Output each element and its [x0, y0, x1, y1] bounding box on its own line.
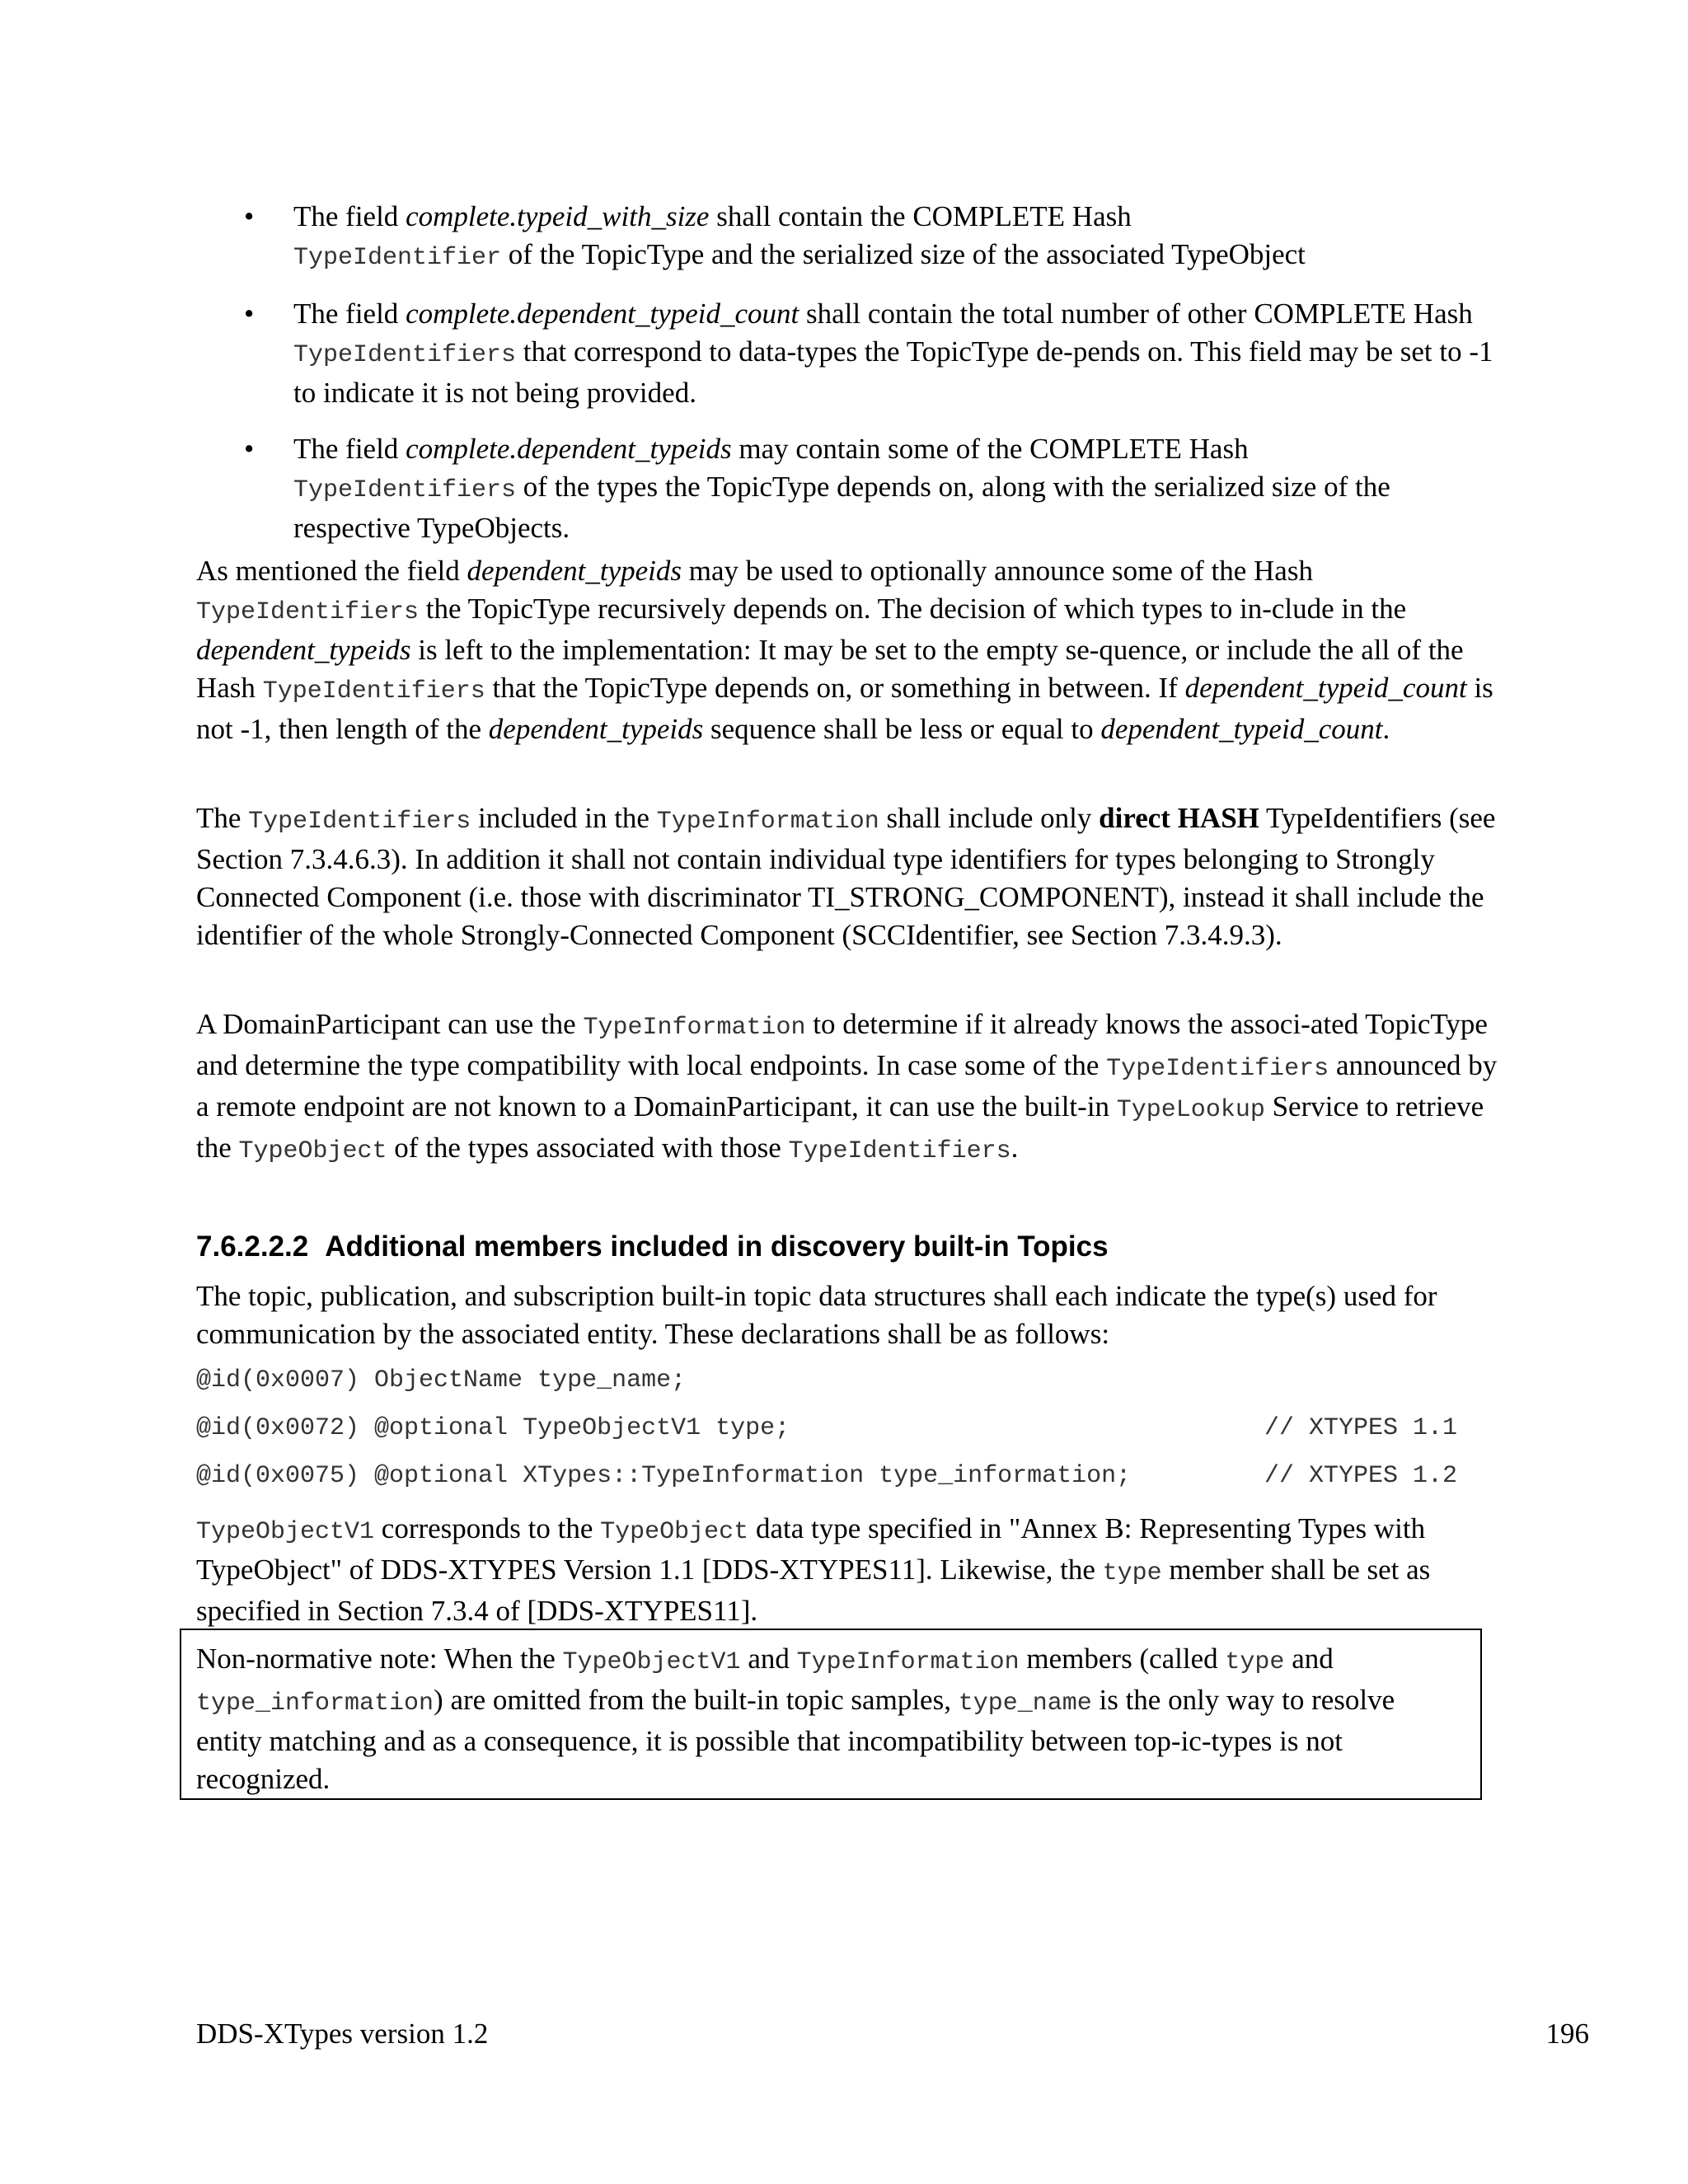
code-term: TypeInformation [656, 808, 879, 836]
page-footer [196, 2015, 1589, 2053]
text-span: The field [293, 298, 406, 330]
field-name: dependent_typeid_count [1184, 672, 1467, 704]
paragraph-dependent-typeids: As mentioned the field dependent_typeids may be used to optionally announce some of the Hash TypeIdentifiers the TopicType recursively depends on. The decision of which types to in-clude in the dependent_typeids is left to the implementation: It may be set to the empty se-quence, or include the all of the Hash TypeIdentifiers that the TopicType depends on, or something in between. If dependent_typeid_count is not -1, then length of the dependent_typeids sequence shall be less or equal to dependent_typeid_count. [196, 555, 1493, 745]
text-span: of the TopicType and the serialized size of the associated TypeObject [501, 238, 1306, 270]
code-term: TypeInformation [796, 1648, 1020, 1676]
text-span: of the types the TopicType depends on, along with the serialized size of the respective TypeObjects. [293, 471, 1390, 544]
code-term: TypeIdentifiers [196, 598, 420, 626]
bullet-icon: • [244, 433, 255, 465]
list-item [244, 295, 1497, 412]
code-line: @id(0x0075) @optional XTypes::TypeInformation type_information; // XTYPES 1.2 [196, 1457, 1457, 1495]
code-comment: // XTYPES 1.1 [1264, 1414, 1457, 1442]
page-number: 196 [1545, 2018, 1589, 2050]
code-term: TypeObjectV1 [196, 1518, 375, 1546]
code-term: type [1225, 1648, 1285, 1676]
code-term: TypeObject [600, 1518, 749, 1546]
code-term: TypeInformation [583, 1014, 806, 1042]
code-term: TypeIdentifiers [293, 476, 517, 504]
code-line: @id(0x0007) ObjectName type_name; [196, 1366, 687, 1394]
text-span: The field [293, 433, 406, 465]
field-name: dependent_typeids [467, 555, 682, 587]
field-name: complete.dependent_typeid_count [406, 298, 799, 330]
bullet-icon: • [244, 200, 255, 232]
field-name: complete.dependent_typeids [406, 433, 732, 465]
text-span: The field [293, 200, 406, 232]
code-term: TypeIdentifiers [262, 677, 485, 705]
paragraph-typeobjectv1: TypeObjectV1 corresponds to the TypeObject data type specified in "Annex B: Representing Types with TypeObject" of DDS-XTYPES Version 1.1 [DDS-XTYPES11]. Likewise, the type member shall be set as specified in Section 7.3.4 of [DDS-XTYPES11]. [196, 1512, 1431, 1627]
paragraph-typeidentifiers: The TypeIdentifiers included in the TypeInformation shall include only direct HASH TypeIdentifiers (see Section 7.3.4.6.3). In addition it shall not contain individual type identifiers for types belonging to Strongly Connected Component (i.e. those with discriminator TI_STRONG_COMPONENT), instead it shall include the identifier of the whole Strongly-Connected Component (SCCIdentifier, see Section 7.3.4.9.3). [196, 802, 1496, 951]
bold-term: direct HASH [1099, 802, 1259, 834]
text-span: may contain some of the COMPLETE Hash [731, 433, 1249, 465]
code-term: TypeIdentifier [293, 244, 502, 272]
code-term: type [1102, 1559, 1162, 1587]
text-span: that correspond to data-types the TopicType de-pends on. This field may be set to -1 to indicate it is not being provided. [293, 335, 1493, 409]
code-term: TypeObject [238, 1137, 387, 1165]
text-span: shall contain the total number of other COMPLETE Hash [799, 298, 1473, 330]
code-comment: // XTYPES 1.2 [1264, 1462, 1457, 1490]
section-number: 7.6.2.2.2 [196, 1230, 309, 1263]
bullet-icon: • [244, 298, 255, 330]
code-term: TypeLookup [1116, 1096, 1265, 1124]
list-item [244, 198, 1497, 277]
list-item [244, 430, 1497, 547]
paragraph-domainparticipant: A DomainParticipant can use the TypeInformation to determine if it already knows the associ-ated TopicType and determine the type compatibility with local endpoints. In case some of the TypeIdentifiers announced by a remote endpoint are not known to a DomainParticipant, it can use the built-in TypeLookup Service to retrieve the TypeObject of the types associated with those TypeIdentifiers. [196, 1008, 1498, 1165]
field-name: dependent_typeid_count [1100, 713, 1383, 745]
paragraph-builtin-topics: The topic, publication, and subscription built-in topic data structures shall each indicate the type(s) used for communication by the associated entity. These declarations shall be as follows: [196, 1280, 1437, 1350]
field-name: dependent_typeids [196, 634, 411, 666]
field-name: dependent_typeids [488, 713, 704, 745]
footer-document-title: DDS-XTypes version 1.2 [196, 2018, 489, 2050]
code-term: type_information [196, 1690, 434, 1718]
text-span: shall contain the COMPLETE Hash [709, 200, 1132, 232]
code-term: type_name [958, 1690, 1092, 1718]
code-term: TypeIdentifiers [1106, 1055, 1329, 1083]
code-term: TypeObjectV1 [562, 1648, 741, 1676]
field-name: complete.typeid_with_size [406, 200, 710, 232]
code-line: @id(0x0072) @optional TypeObjectV1 type; // XTYPES 1.1 [196, 1409, 1457, 1447]
note-box: Non-normative note: When the TypeObjectV1 and TypeInformation members (called type and type_information) are omitted from the built-in topic samples, type_name is the only way to resolve entity matching and as a consequence, it is possible that incompatibility between top-ic-types is not recognized. [180, 1629, 1482, 1800]
section-title: Additional members included in discovery built-in Topics [325, 1230, 1109, 1263]
bullet-list [244, 198, 1497, 565]
code-term: TypeIdentifiers [293, 341, 517, 369]
section-heading [196, 1228, 1109, 1266]
code-term: TypeIdentifiers [248, 808, 471, 836]
code-term: TypeIdentifiers [788, 1137, 1011, 1165]
